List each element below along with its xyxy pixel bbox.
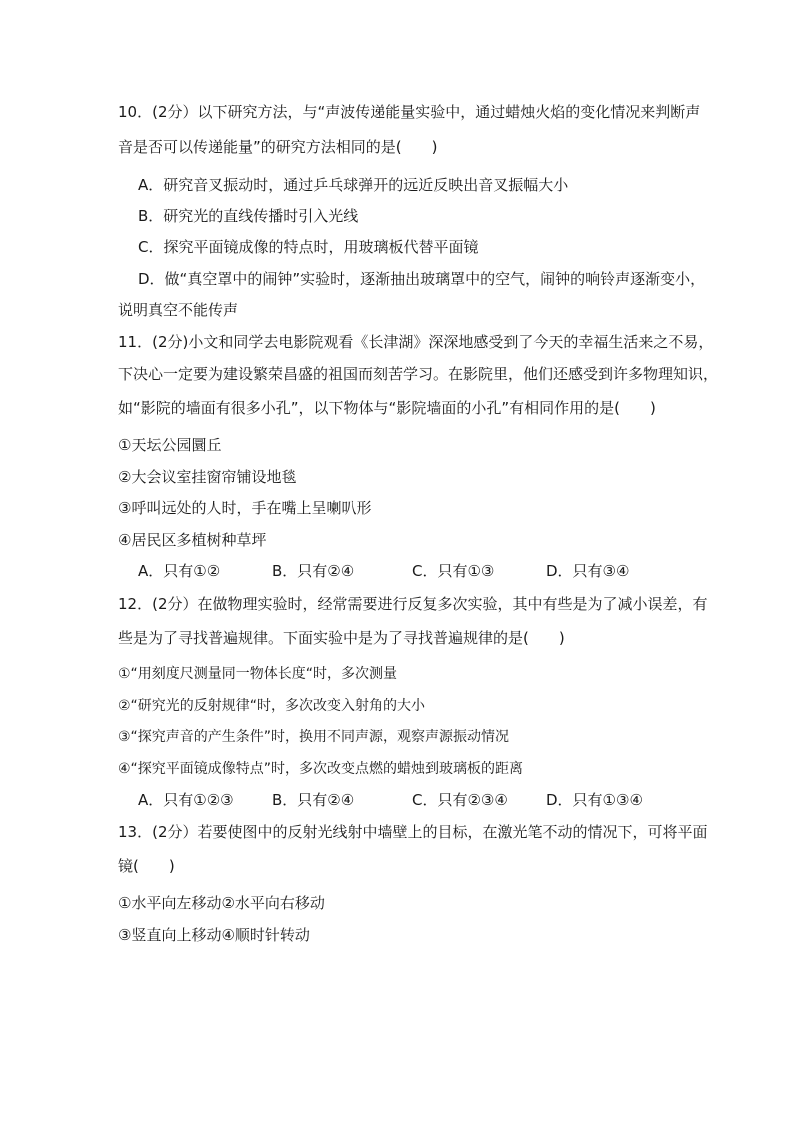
q13-item-2: ③竖直向上移动④顺时针转动 (118, 926, 310, 944)
q10-option-b: B．研究光的直线传播时引入光线 (138, 207, 359, 225)
q11-item-1: ①天坛公园圜丘 (118, 436, 222, 454)
q12-option-d: D．只有①③④ (546, 791, 643, 809)
q13-item-1: ①水平向左移动②水平向右移动 (118, 894, 325, 912)
q12-option-a: A．只有①②③ (138, 791, 234, 809)
q12-options (138, 790, 658, 810)
q11-stem-line1: 11．(2分)小文和同学去电影院观看《长津湖》深深地感受到了今天的幸福生活来之不易， (118, 333, 714, 351)
q11-option-c: C．只有①③ (412, 562, 495, 580)
q10-stem-line1: 10．(2分）以下研究方法，与“声波传递能量实验中，通过蜡烛火焰的变化情况来判断声 (118, 103, 701, 121)
q12-stem-line1: 12．(2分）在做物理实验时，经常需要进行反复多次实验，其中有些是为了减小误差，有 (118, 595, 708, 613)
q12-option-b: B．只有②④ (272, 791, 355, 809)
q11-stem-line3: 如“影院的墙面有很多小孔”，以下物体与“影院墙面的小孔”有相同作用的是( ) (118, 399, 656, 417)
q11-option-a: A．只有①② (138, 562, 221, 580)
q11-item-4: ④居民区多植树种草坪 (118, 531, 267, 549)
q11-item-2: ②大会议室挂窗帘铺设地毯 (118, 468, 297, 486)
q11-option-b: B．只有②④ (272, 562, 355, 580)
q11-option-d: D．只有③④ (546, 562, 630, 580)
q10-stem-line2: 音是否可以传递能量”的研究方法相同的是( ) (118, 138, 438, 156)
q10-option-c: C．探究平面镜成像的特点时，用玻璃板代替平面镜 (138, 238, 479, 256)
q12-option-c: C．只有②③④ (412, 791, 508, 809)
q11-options (138, 561, 658, 581)
q13-stem-line2: 镜( ) (118, 857, 175, 875)
q10-option-d-line2: 说明真空不能传声 (118, 301, 239, 319)
q11-stem-line2: 下决心一定要为建设繁荣昌盛的祖国而刻苦学习。在影院里，他们还感受到许多物理知识， (118, 365, 719, 383)
q10-option-a: A．研究音叉振动时，通过乒乓球弹开的远近反映出音叉振幅大小 (138, 176, 569, 194)
q10-option-d-line1: D．做“真空罩中的闹钟”实验时，逐渐抽出玻璃罩中的空气，闹钟的响铃声逐渐变小， (138, 270, 706, 288)
q13-stem-line1: 13．(2分）若要使图中的反射光线射中墙壁上的目标，在激光笔不动的情况下，可将平面 (118, 823, 708, 841)
q11-item-3: ③呼叫远处的人时，手在嘴上呈喇叭形 (118, 499, 372, 517)
q12-item-4: ④“探究平面镜成像特点”时，多次改变点燃的蜡烛到玻璃板的距离 (118, 761, 524, 777)
q12-stem-line2: 些是为了寻找普遍规律。下面实验中是为了寻找普遍规律的是( ) (118, 629, 565, 647)
q12-item-1: ①“用刻度尺测量同一物体长度“时，多次测量 (118, 666, 398, 682)
q12-item-3: ③“探究声音的产生条件”时，换用不同声源，观察声源振动情况 (118, 729, 510, 745)
q12-item-2: ②“研究光的反射规律“时，多次改变入射角的大小 (118, 698, 426, 714)
